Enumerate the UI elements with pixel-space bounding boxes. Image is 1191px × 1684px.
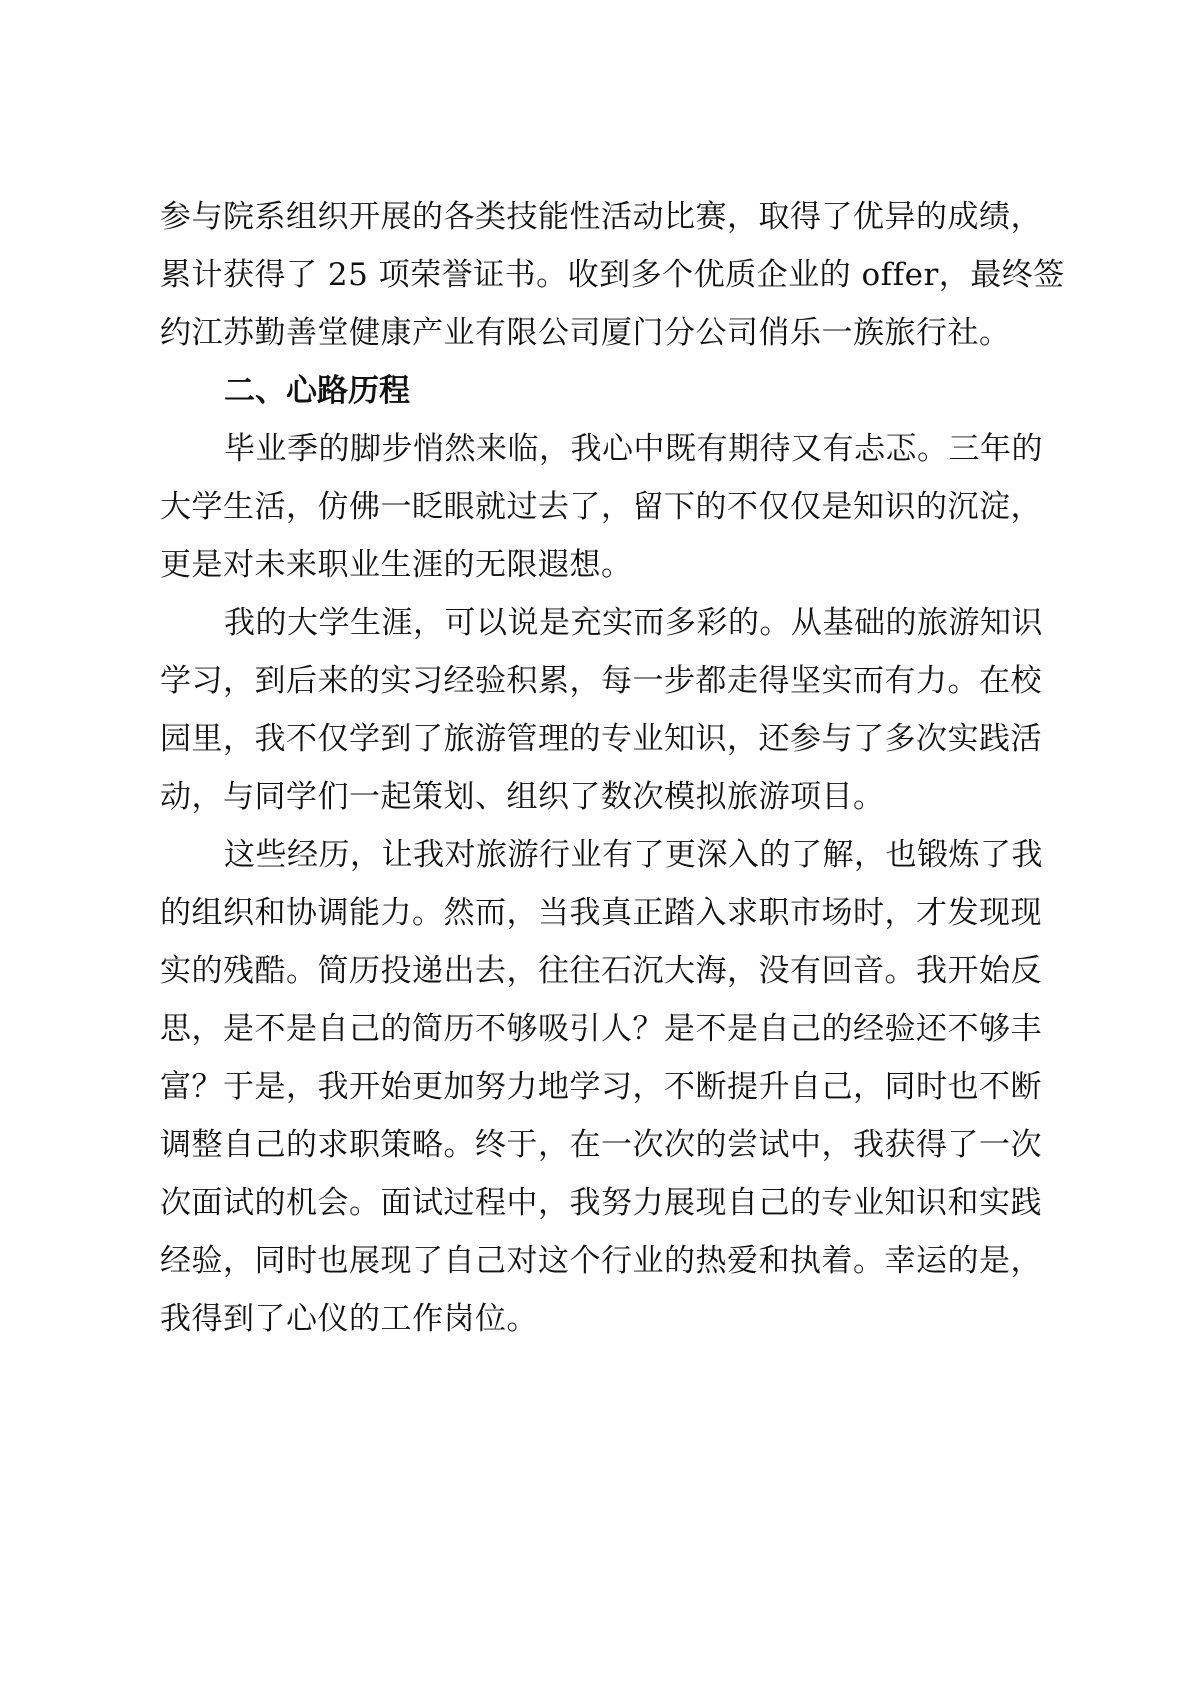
document-body xyxy=(160,188,1065,1348)
text-line: 我得到了心仪的工作岗位。 xyxy=(160,1301,538,1337)
text-line: 学习，到后来的实习经验积累，每一步都走得坚实而有力。在校 xyxy=(160,663,1042,699)
section-heading: 二、心路历程 xyxy=(224,373,410,409)
text-line: 经验，同时也展现了自己对这个行业的热爱和执着。幸运的是， xyxy=(160,1243,1042,1279)
text-line: 思，是不是自己的简历不够吸引人？是不是自己的经验还不够丰 xyxy=(160,1011,1042,1047)
intro-paragraph xyxy=(160,188,1065,362)
paragraph xyxy=(160,826,1043,1348)
text-line: 累计获得了 25 项荣誉证书。收到多个优质企业的 offer，最终签 xyxy=(160,257,1065,293)
text-line: 参与院系组织开展的各类技能性活动比赛，取得了优异的成绩， xyxy=(160,199,1042,235)
paragraph xyxy=(160,594,1043,826)
text-line: 这些经历，让我对旅游行业有了更深入的了解，也锻炼了我 xyxy=(224,837,1043,873)
text-line: 富？于是，我开始更加努力地学习，不断提升自己，同时也不断 xyxy=(160,1069,1042,1105)
text-line: 实的残酷。简历投递出去，往往石沉大海，没有回音。我开始反 xyxy=(160,953,1042,989)
text-line: 毕业季的脚步悄然来临，我心中既有期待又有忐忑。三年的 xyxy=(224,431,1043,467)
text-line: 园里，我不仅学到了旅游管理的专业知识，还参与了多次实践活 xyxy=(160,721,1042,757)
text-line: 动，与同学们一起策划、组织了数次模拟旅游项目。 xyxy=(160,779,885,815)
text-line: 的组织和协调能力。然而，当我真正踏入求职市场时，才发现现 xyxy=(160,895,1042,931)
text-line: 约江苏勤善堂健康产业有限公司厦门分公司俏乐一族旅行社。 xyxy=(160,315,1011,351)
paragraph xyxy=(160,420,1043,594)
text-line: 调整自己的求职策略。终于，在一次次的尝试中，我获得了一次 xyxy=(160,1127,1042,1163)
text-line: 更是对未来职业生涯的无限遐想。 xyxy=(160,547,633,583)
text-line: 大学生活，仿佛一眨眼就过去了，留下的不仅仅是知识的沉淀， xyxy=(160,489,1042,525)
text-line: 次面试的机会。面试过程中，我努力展现自己的专业知识和实践 xyxy=(160,1185,1042,1221)
text-line: 我的大学生涯，可以说是充实而多彩的。从基础的旅游知识 xyxy=(224,605,1043,641)
